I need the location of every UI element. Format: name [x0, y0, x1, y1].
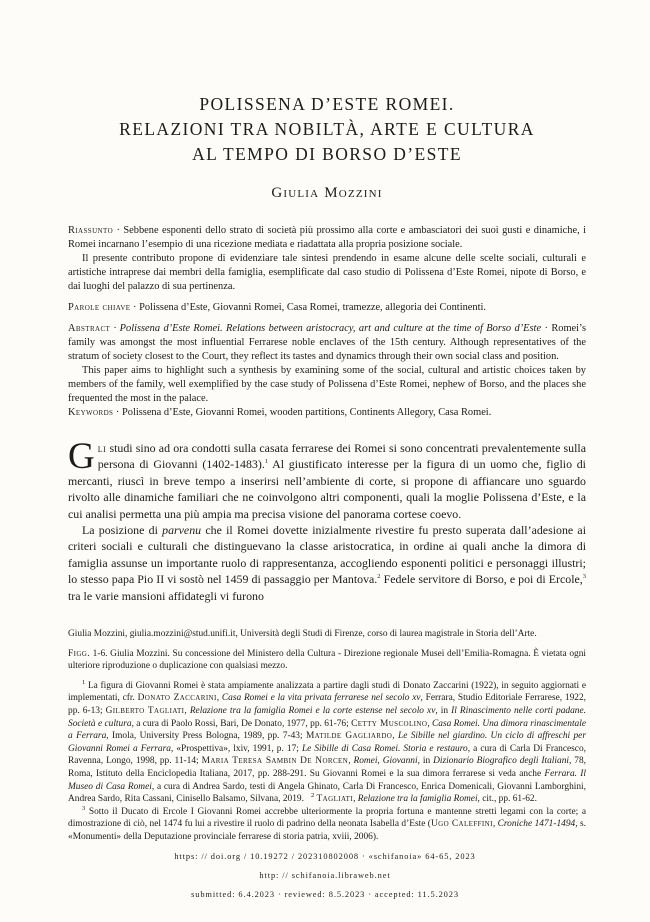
footnote-3-number: 3 — [82, 804, 86, 812]
title-line-1: POLISSENA D’ESTE ROMEI. — [199, 94, 455, 114]
fn3-title: , Croniche 1471-1494 — [492, 819, 576, 830]
fn1-author-4: Matilde Gagliardo — [305, 731, 393, 742]
fn1-title-6: Le Sibille di Casa Romei. Storia e restauro — [301, 743, 468, 754]
fn3-text-a: Sotto il Ducato di Ercole I Giovanni Romei accrebbe ulteriormente la propria fortuna e mantenne stretti legami con la corte; a dimostrazione di ciò, nel 1474 fu lui a rivestire il ruolo di padrino della neonata Isabella d’Este ( — [68, 806, 586, 830]
riassunto-paragraph-1 — [68, 224, 586, 252]
body-paragraph-1 — [68, 436, 586, 522]
fn1-title-5: , Le Sibille nel giardino. Un ciclo di affreschi per Giovanni Romei a Ferrara — [68, 731, 586, 754]
body-p2-a: La posizione di — [82, 523, 163, 538]
author-name: Giulia Mozzini — [271, 185, 383, 201]
figures-text: 1-6. Giulia Mozzini. Su concessione del Ministero della Cultura - Direzione regionale Musei dell’Emilia-Romagna. È vietata ogni ulteriore riproduzione o duplicazione con qualsiasi mezzo. — [68, 648, 586, 672]
abstract-paragraph-1 — [68, 322, 586, 364]
fn1-text-a: La figura di Giovanni Romei è stata ampiamente analizzata a partire dagli studi di Donato Zaccarini (1922), in seguito aggiornati e implementati, cfr. — [68, 680, 586, 704]
fn1-text-e: , Imola, University Press Bologna, 1989, pp. 7-43; — [106, 731, 306, 742]
abstract-title: · Polissena d’Este Romei. Relations between aristocracy, art and culture at the time of Borso d’Este — [110, 323, 542, 334]
footer-website[interactable]: http: // schifanoia.libraweb.net — [259, 871, 391, 880]
fn1-author-5: Maria Teresa Sambin De Norcen — [201, 756, 349, 767]
riassunto-label: Riassunto — [68, 225, 114, 236]
fn1-title-8: Dizionario Biografico degli Italiani — [433, 756, 569, 767]
abstract-paragraph-2: This paper aims to highlight such a synthesis by examining some of the social, cultural and artistic choices taken by members of the family, well exemplified by the case study of Polissena d’Este Romei, nephew of Borso, and the places she frequented the most in the palace. — [68, 365, 586, 404]
fn1-author-2: Gilberto Tagliati — [105, 706, 185, 717]
body-p2-d: tra le varie mansioni affidategli vi furono — [68, 588, 264, 603]
fn2-author: Tagliati — [316, 794, 354, 805]
fn3-author: Ugo Caleffini — [430, 819, 493, 830]
figures-credit — [68, 648, 586, 673]
body-p1-text: studi sino ad ora condotti sulla casata ferrarese dei Romei si sono concentrati prevalentemente sulla persona di Giovanni (1402-1483). — [97, 441, 586, 472]
keywords-label: Keywords — [68, 407, 114, 418]
footnote-3 — [68, 806, 586, 844]
fn1-title-1: , Casa Romei e la vita privata ferrarese nel secolo xv — [216, 693, 421, 704]
fn1-title-2: , Relazione tra la famiglia Romei e la corte estense nel secolo xv — [184, 706, 436, 717]
body-p2-c: Fedele servitore di Borso, e poi di Ercole, — [380, 572, 583, 587]
fn1-text-j: , in — [417, 756, 434, 767]
title-line-2: RELAZIONI TRA NOBILTÀ, ARTE E CULTURA — [119, 119, 535, 139]
fn1-text-k: , 78, Roma, Istituto della Enciclopedia Italiana, 2017, pp. 288-291. Su Giovanni Romei e la sua dimora ferrarese si veda anche — [68, 756, 586, 779]
fn2-text: , cit., pp. 61-62. — [477, 794, 537, 805]
parole-chiave-label: Parole chiave — [68, 302, 131, 313]
title-line-3: AL TEMPO DI BORSO D’ESTE — [192, 144, 462, 164]
fn1-text-f: , «Prospettiva», lxiv, 1991, p. 17; — [170, 743, 302, 754]
fn1-title-7: Romei, Giovanni — [353, 756, 418, 767]
footnote-ref-1[interactable]: 1 — [264, 458, 269, 466]
fn2-title: , Relazione tra la famiglia Romei — [353, 794, 478, 805]
body-p1-cont: Al giustificato interesse per la figura di un uomo che, figlio di mercanti, riuscì in breve tempo a inserirsi nell’ambiente di corte, si propone di affiancare uno sguardo rivolto alle dinamiche familiari che ne coinvolgono altri componenti, quali la moglie Polissena d’Este, e la cui analisi permetta una più ampia ma precisa visione del panorama cortese coevo. — [68, 457, 586, 521]
footnote-1-number: 1 — [82, 678, 86, 686]
fn1-text-l: , a cura di Andrea Sardo, testi di Angela Ghinato, Carla Di Francesco, Enrica Domenicali, Giovanni Lamborghini, Andrea Sardo, Rita Cassani, Cinisello Balsamo, Silvana, 2019. — [68, 781, 587, 805]
fn1-title-9: Ferrara. Il Museo di Casa Romei — [68, 769, 587, 792]
footer-submission-dates: submitted: 6.4.2023 · reviewed: 8.5.2023 · accepted: 11.5.2023 — [191, 890, 459, 899]
riassunto-text-1: · Sebbene esponenti dello strato di società più prossimo alla corte e ambasciatori dei suoi gusti e dinamiche, i Romei incarnano l’esempio di una ricezione mediata e riadattata alla propria posizione sociale. — [68, 225, 586, 250]
fn1-title-3: Il Rinascimento nelle corti padane. Società e cultura — [68, 706, 586, 729]
riassunto-paragraph-2: Il presente contributo propone di evidenziare tale sintesi prendendo in esame alcune delle scelte sociali, culturali e artistiche intraprese dai membri della famiglia, esemplificate dal caso studio di Polissena d’Este Romei, nipote di Borso, e dai luoghi del palazzo di sua pertinenza. — [68, 253, 586, 292]
keywords — [68, 406, 586, 420]
parole-chiave-text: · Polissena d’Este, Giovanni Romei, Casa Romei, tramezze, allegoria dei Continenti. — [130, 302, 486, 313]
footnotes-section — [68, 628, 586, 844]
body-p2-italic: parvenu — [162, 523, 202, 538]
footnote-ref-2[interactable]: 2 — [377, 573, 381, 581]
abstract-text-1: · Romei’s family was amongst the most influential Ferrarese noble enclaves of the 15th century. Although representatives of the stratum of society closest to the Court, they reflect its tastes and dynamics through their own social class and position. — [68, 323, 586, 362]
parole-chiave — [68, 301, 586, 315]
footer-doi[interactable]: https: // doi.org / 10.19272 / 202310802008 · «schifanoia» 64-65, 2023 — [174, 852, 476, 861]
drop-cap: G — [68, 436, 95, 477]
fn1-text-h: , — [348, 756, 354, 767]
footnote-ref-3[interactable]: 3 — [582, 573, 586, 581]
fn3-text-b: , s. «Monumenti» della Deputazione provinciale ferrarese di storia patria, xviii, 2006). — [68, 819, 586, 842]
opening-smallcaps: li — [97, 441, 107, 455]
body-paragraph-2 — [68, 522, 586, 604]
fn1-author-3: Cetty Muscolino — [351, 718, 428, 729]
author-affiliation: Giulia Mozzini, giulia.mozzini@stud.unifi.it, Università degli Studi di Firenze, corso di laurea magistrale in Storia dell’Arte. — [68, 629, 537, 640]
fn1-author-1: Donato Zaccarini — [137, 693, 217, 704]
keywords-text: · Polissena d’Este, Giovanni Romei, wooden partitions, Continents Allegory, Casa Romei. — [113, 407, 492, 418]
footnote-2-number: 2 — [310, 792, 315, 800]
abstract-section — [68, 224, 586, 420]
fn1-title-4: , Casa Romei. Una dimora rinascimentale a Ferrara — [68, 718, 586, 742]
fn1-text-d: , a cura di Paolo Rossi, Bari, De Donato, 1977, pp. 61-76; — [131, 718, 352, 729]
footnote-1 — [68, 680, 586, 806]
fn1-text-b: , Ferrara, Studio Editoriale Ferrarese, 1922, pp. 6-13; — [68, 693, 586, 717]
fn1-text-c: , in — [435, 706, 452, 717]
figures-label: Figg. — [68, 648, 90, 659]
abstract-label: Abstract — [68, 323, 111, 334]
title-block — [68, 0, 586, 202]
body-p2-b: che il Romei dovette inizialmente rivestire fu presto superata dall’adesione ai criteri sociali e culturali che distinguevano la classe aristocratica, in ordine ai quali anche la dimora di famiglia assunse un importante ruolo di rappresentanza, accogliendo esponenti politici e personaggi illustri; lo stesso papa Pio II vi sostò nel 1459 di passaggio per Mantova. — [68, 523, 587, 587]
fn1-text-g: , a cura di Carla Di Francesco, Ravenna, Longo, 1998, pp. 11-14; — [68, 743, 587, 767]
body-text — [68, 436, 587, 604]
